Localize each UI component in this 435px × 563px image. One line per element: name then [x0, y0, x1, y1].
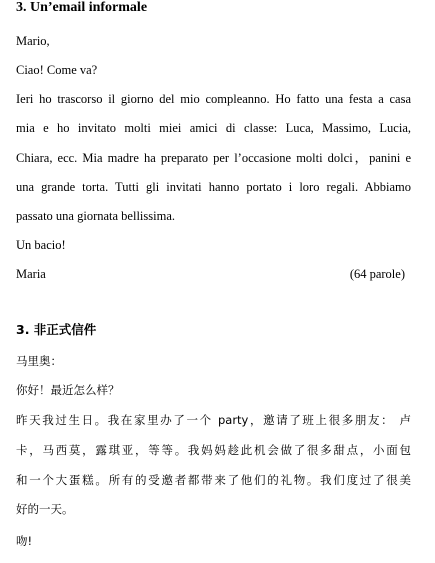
- chinese-closing: 吻!: [16, 534, 33, 548]
- italian-heading: 3. Un’email informale: [16, 0, 148, 15]
- italian-body-line-2: mia e ho invitato molti miei amici di classe: Luca, Massimo, Lucia,: [16, 121, 411, 135]
- chinese-body-line-1: 昨天我过生日。我在家里办了一个 party，邀请了班上很多朋友： 卢: [16, 413, 411, 427]
- chinese-heading: 3. 非正式信件: [16, 322, 97, 337]
- italian-body-line-1: Ieri ho trascorso il giorno del mio compleanno. Ho fatto una festa a casa: [16, 92, 411, 106]
- italian-closing: Un bacio!: [16, 238, 66, 252]
- chinese-greeting: 你好！最近怎么样？: [16, 383, 120, 397]
- chinese-salutation: 马里奥：: [16, 354, 62, 368]
- italian-body-line-3: Chiara, ecc. Mia madre ha preparato per l’occasione molti dolci，panini e: [16, 151, 411, 165]
- chinese-body-line-3: 和一个大蛋糕。所有的受邀者都带来了他们的礼物。我们度过了很美: [16, 473, 411, 487]
- word-count: (64 parole): [349, 267, 405, 281]
- italian-signature: Maria: [16, 267, 46, 281]
- italian-body-line-4: una grande torta. Tutti gli invitati hanno portato i loro regali. Abbiamo: [16, 180, 411, 194]
- italian-salutation: Mario,: [16, 34, 50, 48]
- chinese-body-line-4: 好的一天。: [16, 502, 74, 516]
- chinese-body-line-2: 卡，马西莫，露琪亚，等等。我妈妈趁此机会做了很多甜点，小面包: [16, 443, 411, 457]
- italian-body-line-5: passato una giornata bellissima.: [16, 209, 175, 223]
- italian-greeting: Ciao! Come va?: [16, 63, 98, 77]
